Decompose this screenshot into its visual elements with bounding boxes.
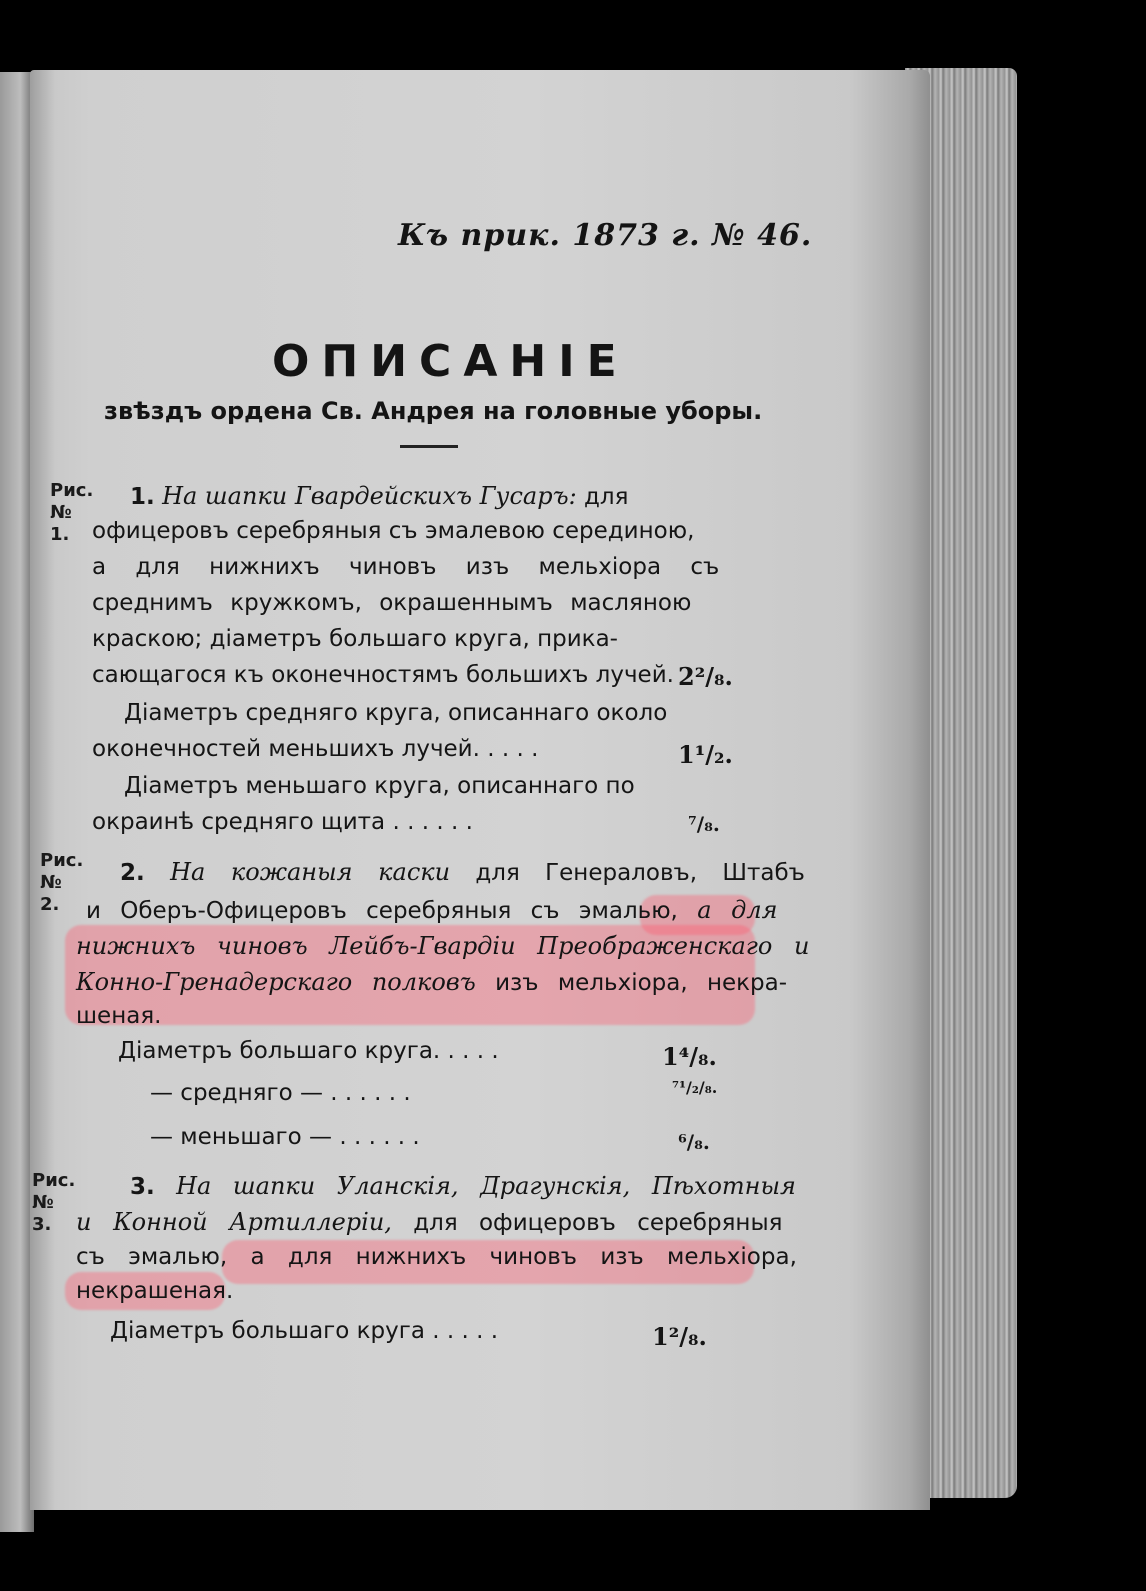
- left-page-edge: [0, 72, 34, 1532]
- section2-line4b: изъ мельхіора, некра-: [495, 970, 788, 996]
- section3-line3b: а для нижнихъ чиновъ изъ мельхіора,: [250, 1244, 797, 1270]
- section1-heading: На шапки Гвардейскихъ Гусаръ:: [162, 482, 577, 510]
- section2-measure1: 1⁴/₈.: [662, 1042, 717, 1071]
- section1-line10: окраинѣ средняго щита . . . . . .: [92, 809, 473, 835]
- section1-number: 1.: [130, 484, 155, 510]
- section1-line7: Діаметръ средняго круга, описаннаго около: [124, 700, 668, 726]
- section3-line4: некрашеная.: [76, 1278, 234, 1304]
- section1-line6: сающагося къ оконечностямъ большихъ лучей.: [92, 662, 674, 688]
- document-subtitle: звѣздъ ордена Св. Андрея на головные уборы.: [104, 397, 763, 425]
- title-divider: [400, 445, 458, 448]
- section3-heading2: и Конной Артиллеріи,: [76, 1208, 392, 1236]
- section2-line5: шеная.: [76, 1003, 162, 1029]
- section1-line5: краскою; діаметръ большаго круга, прика-: [92, 626, 618, 652]
- section3-number: 3.: [130, 1174, 155, 1200]
- document-title: ОПИСАНІЕ: [272, 336, 629, 387]
- section3-line3a: съ эмалью,: [76, 1244, 228, 1270]
- section1-measure1: 2²/₈.: [678, 662, 733, 691]
- section2-line2b: а для: [697, 896, 778, 924]
- section1-line3: а для нижнихъ чиновъ изъ мельхіора съ: [92, 554, 720, 580]
- section1-line8: оконечностей меньшихъ лучей. . . . .: [92, 736, 539, 762]
- section3-line1: [130, 1172, 796, 1200]
- section1-line2: офицеровъ серебряныя съ эмалевою серединою,: [92, 518, 695, 544]
- section3-heading1: На шапки Уланскія, Драгунскія, Пѣхотныя: [176, 1172, 796, 1200]
- section2-line3: [76, 932, 809, 960]
- section2-line1: [120, 858, 805, 886]
- section2-number: 2.: [120, 860, 145, 886]
- order-reference-header: Къ прик. 1873 г. № 46.: [398, 218, 813, 253]
- figure-label-2: Рис. № 2.: [40, 850, 84, 915]
- section1-measure2: 1¹/₂.: [678, 740, 733, 769]
- section2-line3-text: нижнихъ чиновъ Лейбъ-Гвардіи Преображенскаго и: [76, 932, 810, 960]
- section3-line2-rest: для офицеровъ серебряныя: [413, 1210, 783, 1236]
- section2-heading: На кожаныя каски: [170, 858, 451, 886]
- section3-line3: [76, 1244, 797, 1270]
- section1-measure3: ⁷/₈.: [688, 812, 720, 836]
- section2-line1-rest: для Генераловъ, Штабъ: [475, 860, 805, 886]
- section3-measure1: 1²/₈.: [652, 1322, 707, 1351]
- section2-measure3: ⁶/₈.: [678, 1130, 710, 1154]
- section1-line9: Діаметръ меньшаго круга, описаннаго по: [124, 773, 635, 799]
- section3-line2: [76, 1208, 782, 1236]
- section1-line1-rest: для: [583, 484, 629, 510]
- section3-diameter1: Діаметръ большаго круга . . . . .: [110, 1318, 499, 1344]
- section2-diameter3: — меньшаго — . . . . . .: [150, 1124, 420, 1150]
- section1-line1: [130, 482, 628, 510]
- section2-measure2: ⁷¹/₂/₈.: [672, 1078, 718, 1097]
- section2-line4a: Конно-Гренадерскаго полковъ: [76, 968, 476, 996]
- section2-diameter2: — средняго — . . . . . .: [150, 1080, 411, 1106]
- figure-label-3: Рис. № 3.: [32, 1170, 76, 1235]
- section1-line4: среднимъ кружкомъ, окрашеннымъ масляною: [92, 590, 692, 616]
- section2-line2a: и Оберъ-Офицеровъ серебряныя съ эмалью,: [86, 898, 678, 924]
- figure-label-1: Рис. № 1.: [50, 480, 94, 545]
- section2-line2: [86, 896, 778, 924]
- section2-line4: [76, 968, 787, 996]
- section2-diameter1: Діаметръ большаго круга. . . . .: [118, 1038, 499, 1064]
